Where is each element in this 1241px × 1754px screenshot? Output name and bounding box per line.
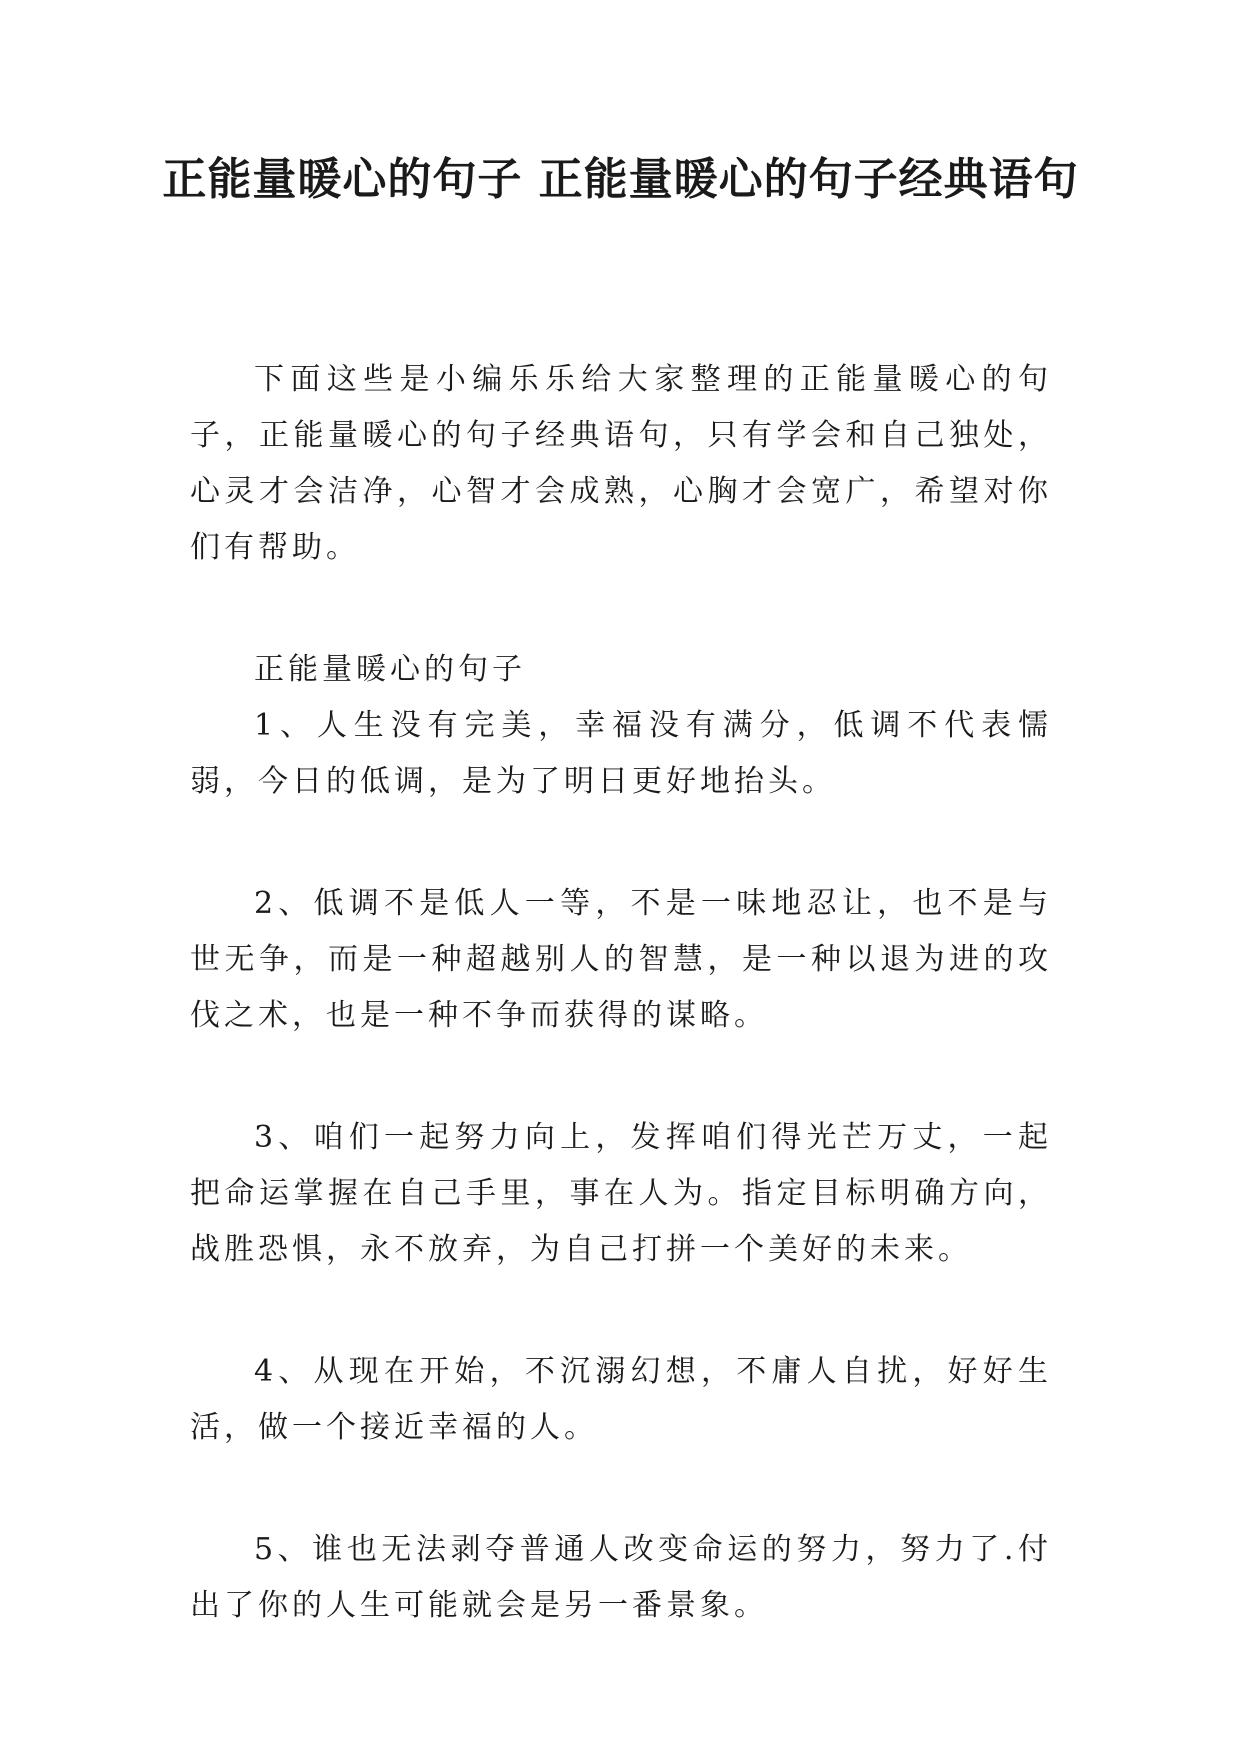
- paragraph-spacer: [190, 1278, 1052, 1344]
- list-item: 1、人生没有完美，幸福没有满分，低调不代表懦弱，今日的低调，是为了明日更好地抬头。: [190, 708, 1052, 799]
- paragraph-spacer: [190, 1456, 1052, 1522]
- section-heading: 正能量暖心的句子: [254, 652, 526, 687]
- list-item: 4、从现在开始，不沉溺幻想，不庸人自扰，好好生活，做一个接近幸福的人。: [190, 1354, 1052, 1445]
- document-body: [190, 352, 1052, 1634]
- paragraph-spacer: [190, 576, 1052, 642]
- document-title: 正能量暖心的句子 正能量暖心的句子经典语句: [162, 154, 1079, 205]
- intro-paragraph: 下面这些是小编乐乐给大家整理的正能量暖心的句子，正能量暖心的句子经典语句，只有学会和自己独处，心灵才会洁净，心智才会成熟，心胸才会宽广，希望对你们有帮助。: [190, 362, 1052, 565]
- paragraph-spacer: [190, 1044, 1052, 1110]
- list-item: 2、低调不是低人一等，不是一味地忍让，也不是与世无争，而是一种超越别人的智慧，是一种以退为进的攻伐之术，也是一种不争而获得的谋略。: [190, 886, 1052, 1033]
- paragraph-spacer: [190, 810, 1052, 876]
- list-item: 5、谁也无法剥夺普通人改变命运的努力，努力了.付出了你的人生可能就会是另一番景象。: [190, 1532, 1052, 1623]
- list-item: 3、咱们一起努力向上，发挥咱们得光芒万丈，一起把命运掌握在自己手里，事在人为。指定目标明确方向，战胜恐惧，永不放弃，为自己打拼一个美好的未来。: [190, 1120, 1052, 1267]
